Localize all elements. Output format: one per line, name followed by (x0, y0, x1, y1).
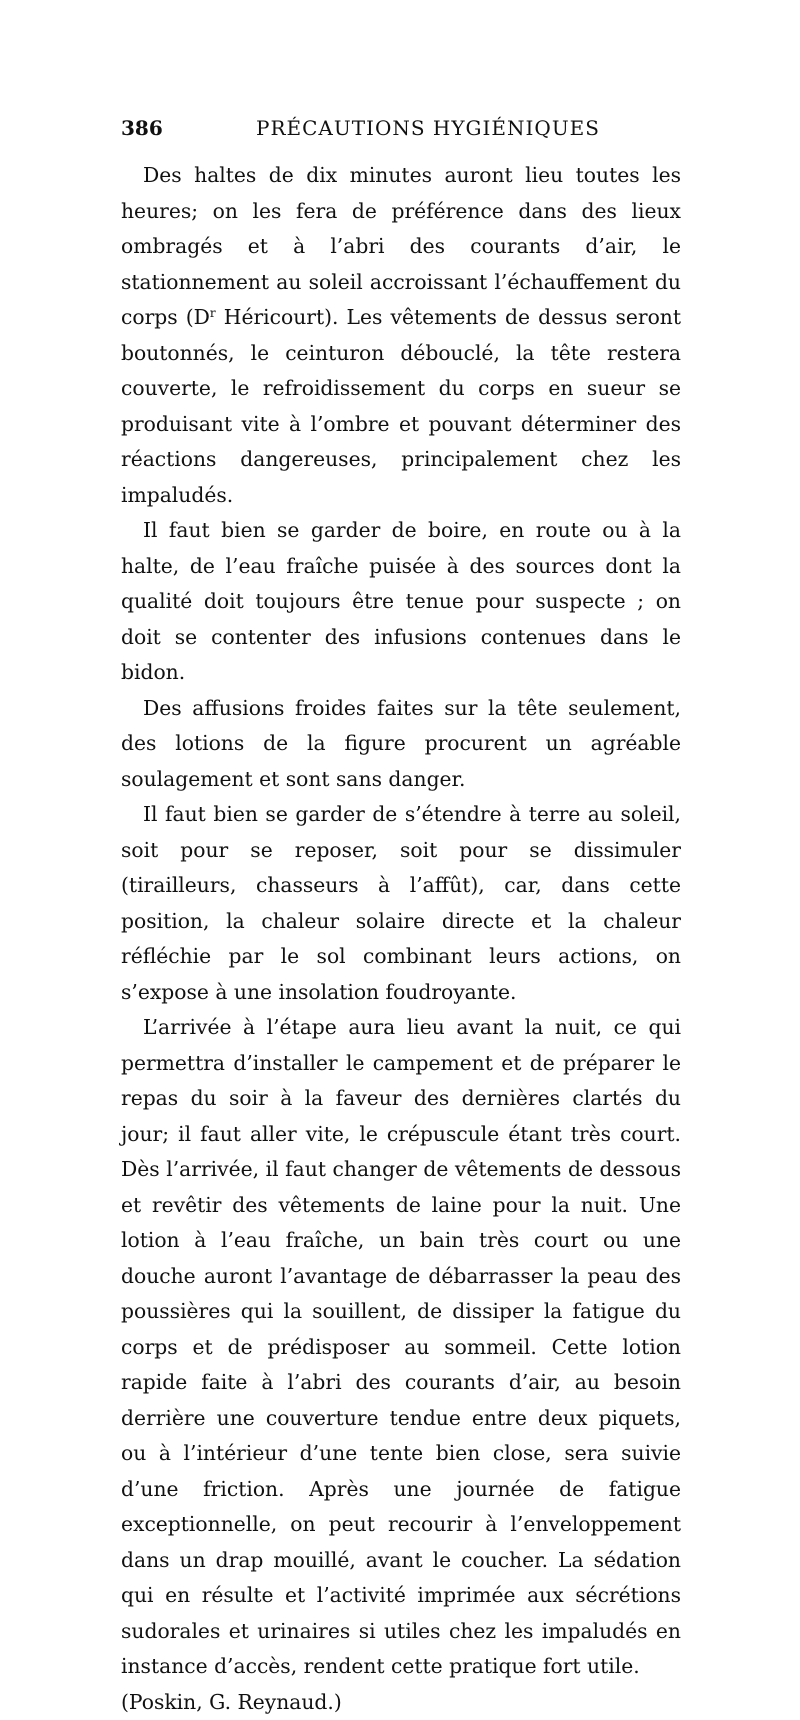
paragraph: Des affusions froides faites sur la tête seulement, des lotions de la figure procurent un agréable soulagement et sont sans danger. (121, 691, 681, 798)
running-title: PRÉCAUTIONS HYGIÉNIQUES (256, 116, 600, 140)
paragraph: L’arrivée à l’étape aura lieu avant la nuit, ce qui permettra d’installer le campement et de préparer le repas du soir à la faveur des dernières clartés du jour; il faut aller vite, le crépuscule étant très court. Dès l’arrivée, il faut changer de vêtements de dessous et revêtir des vêtements de laine pour la nuit. Une lotion à l’eau fraîche, un bain très court ou une douche auront l’avantage de débarrasser la peau des poussières qui la souillent, de dissiper la fatigue du corps et de prédisposer au sommeil. Cette lotion rapide faite à l’abri des courants d’air, au besoin derrière une couverture tendue entre deux piquets, ou à l’intérieur d’une tente bien close, sera suivie d’une friction. Après une journée de fatigue exceptionnelle, on peut recourir à l’enveloppement dans un drap mouillé, avant le coucher. La sédation qui en résulte et l’activité imprimée aux sécrétions sudorales et urinaires si utiles chez les impaludés en instance d’accès, rendent cette pratique fort utile. (121, 1010, 681, 1685)
citation: (Poskin, G. Reynaud.) (121, 1685, 681, 1720)
page-number: 386 (121, 116, 163, 140)
paragraph: Il faut bien se garder de s’étendre à terre au soleil, soit pour se reposer, soit pour se dissimuler (tirailleurs, chasseurs à l’affût), car, dans cette position, la chaleur solaire directe et la chaleur réfléchie par le sol combinant leurs actions, on s’expose à une insolation foudroyante. (121, 797, 681, 1010)
paragraph-text: Héricourt). Les vêtements de dessus seront boutonnés, le ceinturon débouclé, la tête restera couverte, le refroidissement du corps en sueur se produisant vite à l’ombre et pouvant déterminer des réactions dangereuses, principalement chez les impaludés. (121, 305, 681, 507)
paragraph (121, 158, 681, 513)
paragraph-text: Des haltes de dix minutes auront lieu toutes les heures; on les fera de préférence dans des lieux ombragés et à l’abri des courants d’air, le stationnement au soleil accroissant l’échauffement du corps (D (121, 163, 681, 329)
body-text (121, 158, 681, 1720)
superscript: r (210, 306, 216, 320)
page-header (121, 116, 681, 146)
paragraph: Il faut bien se garder de boire, en route ou à la halte, de l’eau fraîche puisée à des sources dont la qualité doit toujours être tenue pour suspecte ; on doit se contenter des infusions contenues dans le bidon. (121, 513, 681, 691)
